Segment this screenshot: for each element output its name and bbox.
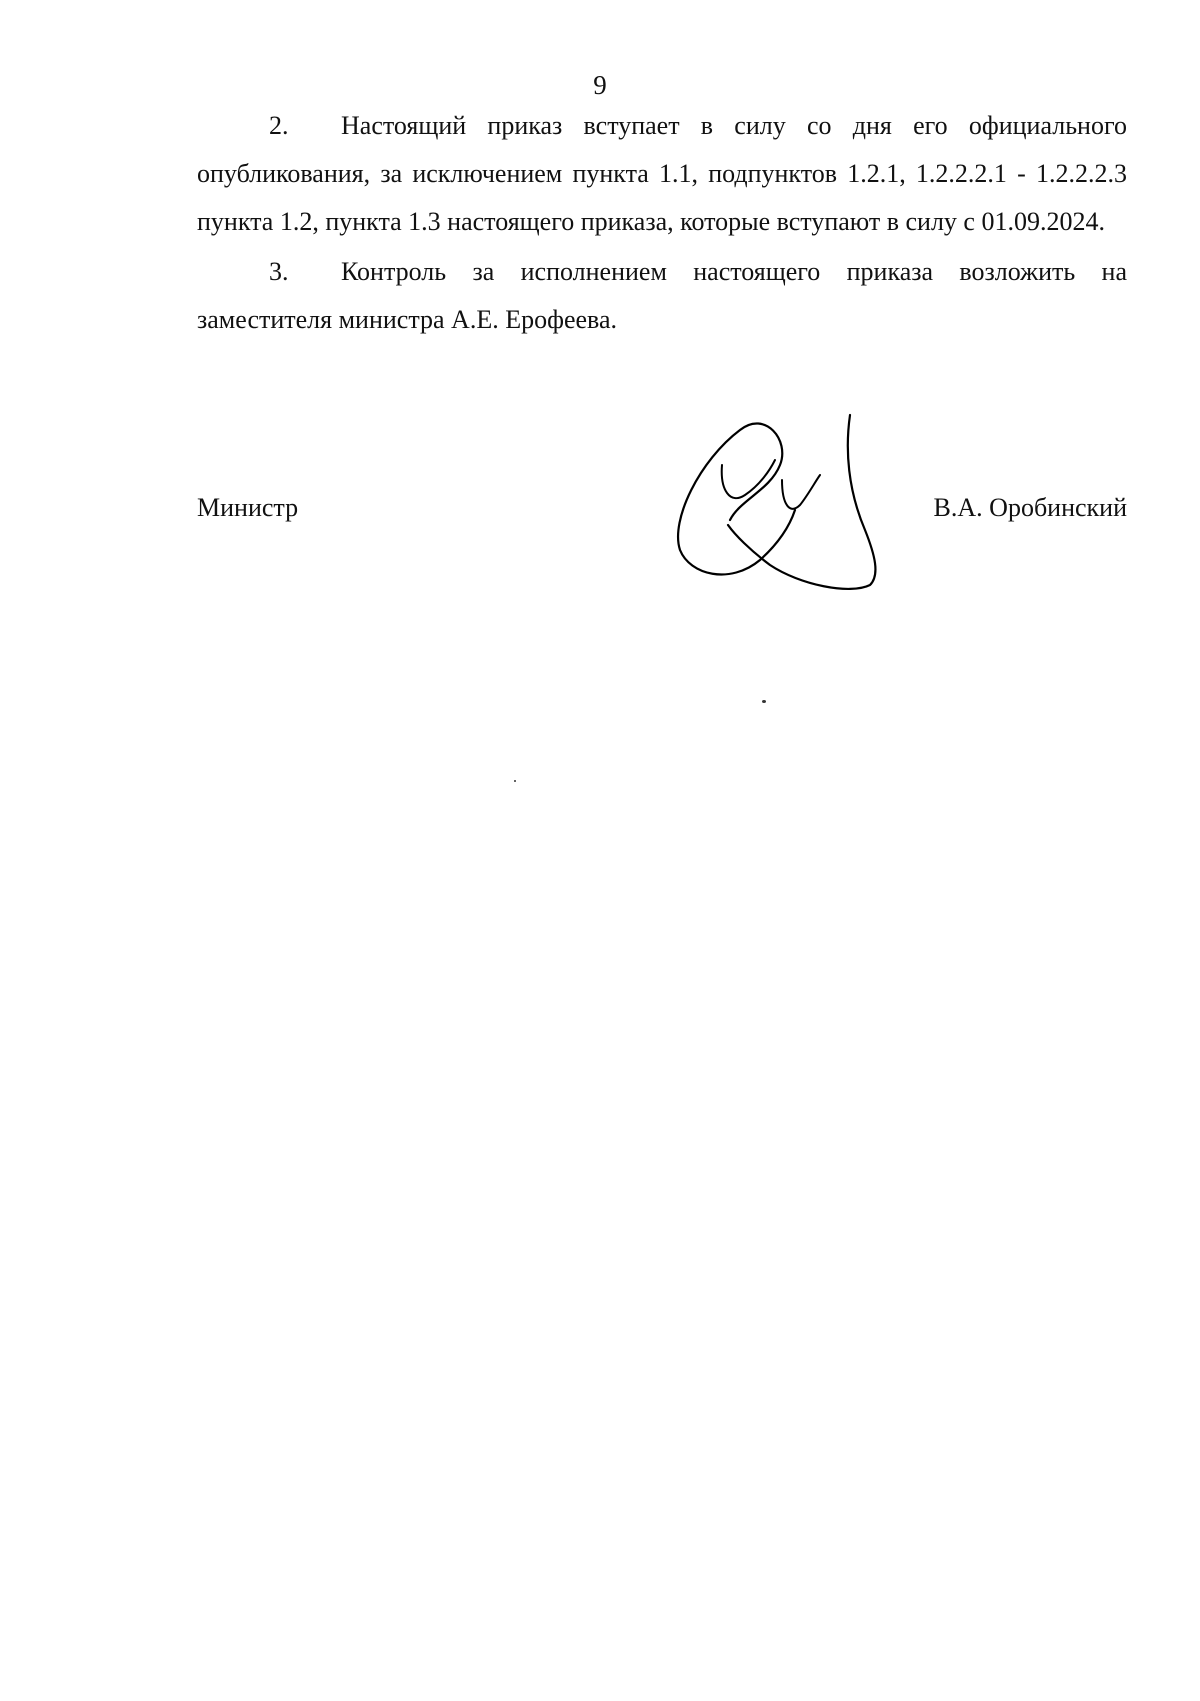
paragraph-3	[197, 248, 1127, 344]
paragraph-text: Контроль за исполнением настоящего приказа возложить на заместителя министра А.Е. Ерофеева.	[197, 257, 1127, 334]
document-body	[197, 102, 1127, 344]
page-number: 9	[593, 70, 607, 100]
scan-speck	[514, 780, 516, 782]
signatory-title: Министр	[197, 493, 299, 522]
paragraph-number: 3.	[269, 257, 289, 286]
paragraph-2	[197, 102, 1127, 246]
signatory-name: В.А. Оробинский	[933, 493, 1127, 522]
signature-block	[197, 493, 1127, 533]
scan-speck	[762, 700, 766, 703]
paragraph-number: 2.	[269, 111, 289, 140]
paragraph-text: Настоящий приказ вступает в силу со дня его официального опубликования, за исключением пункта 1.1, подпунктов 1.2.1, 1.2.2.2.1 - 1.2.2.2.3 пункта 1.2, пункта 1.3 настоящего приказа, которые вступают в силу с 01.09.2024.	[197, 111, 1127, 236]
